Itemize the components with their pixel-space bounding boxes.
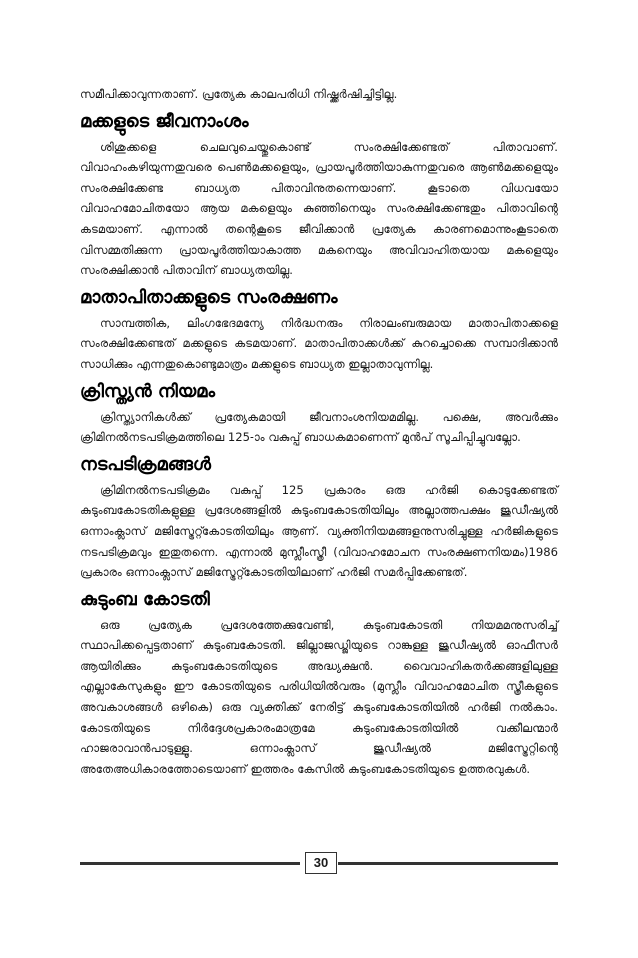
paragraph: സാമ്പത്തിക, ലിംഗഭേദമന്യേ നിർദ്ധനരും നിരാലംബരുമായ മാതാപിതാക്കളെ സംരക്ഷിക്കേണ്ടത് മക്കളുടെ കടമയാണ്. മാതാപിതാക്കൾക്ക് കുറച്ചൊക്കെ സമ്പാദിക്കാൻ സാധിക്കും എന്നതുകൊണ്ടുമാത്രം മക്കളുടെ ബാധ്യത ഇല്ലാതാവുന്നില്ല. xyxy=(80,315,558,371)
section-heading: മാതാപിതാക്കളുടെ സംരക്ഷണം xyxy=(80,286,338,308)
footer-rule-left xyxy=(80,862,300,865)
paragraph: സമീപിക്കാവുന്നതാണ്. പ്രത്യേക കാലപരിധി നിഷ്ക്കർഷിച്ചിട്ടില്ല. xyxy=(80,87,398,101)
page-footer xyxy=(80,852,558,874)
paragraph: ക്രിമിനൽനടപടിക്രമം വകുപ്പ് 125 പ്രകാരം ഒരു ഹർജി കൊടുക്കേണ്ടത് കുടുംബകോടതികളുള്ള പ്രദേശങ്ങളിൽ കുടുംബകോടതിയിലും അല്ലാത്തപക്ഷം ജുഡീഷ്യൽ ഒന്നാംക്ലാസ് മജിസ്ട്രേറ്റ്കോടതിയിലും ആണ്. വ്യക്തിനിയമങ്ങളനുസരിച്ചുള്ള ഹർജികളുടെ നടപടിക്രമവും ഇതുതന്നെ. എന്നാൽ മുസ്ലീംസ്ത്രീ (വിവാഹമോചന സംരക്ഷണനിയമം)1986 പ്രകാരം ഒന്നാംക്ലാസ് മജിസ്ട്രേറ്റ്കോടതിയിലാണ് ഹർജി സമർപ്പിക്കേണ്ടത്. xyxy=(80,482,558,580)
section-heading: നടപടിക്രമങ്ങൾ xyxy=(80,453,211,475)
paragraph: ക്രിസ്ത്യാനികൾക്ക് പ്രത്യേകമായി ജീവനാംശനിയമമില്ല. പക്ഷെ, അവർക്കും ക്രിമിനൽനടപടിക്രമത്തിലെ 125-ാം വകുപ്പ് ബാധകമാണെന്ന് മുൻപ് സൂചിപ്പിച്ചുവല്ലോ. xyxy=(80,409,558,445)
page-body xyxy=(80,84,558,779)
section-heading: ക്രിസ്ത്യൻ നിയമം xyxy=(80,380,216,402)
page-number: 30 xyxy=(305,852,337,874)
section-heading: മക്കളുടെ ജീവനാംശം xyxy=(80,110,249,132)
paragraph: ഒരു പ്രത്യേക പ്രദേശത്തേക്കുവേണ്ടി, കുടുംബകോടതി നിയമമനുസരിച്ച് സ്ഥാപിക്കപ്പെട്ടതാണ് കുടുംബകോടതി. ജില്ലാജഡ്ജിയുടെ റാങ്കുള്ള ജുഡീഷ്യൽ ഓഫീസർ ആയിരിക്കും കുടുംബകോടതിയുടെ അദ്ധ്യക്ഷൻ. വൈവാഹികതർക്കങ്ങളിലുള്ള എല്ലാകേസുകളും ഈ കോടതിയുടെ പരിധിയിൽവരും (മുസ്ലീം വിവാഹമോചിത സ്ത്രീകളുടെ അവകാശങ്ങൾ ഒഴികെ) ഒരു വ്യക്തിക്ക് നേരിട്ട് കുടുംബകോടതിയിൽ ഹർജി നൽകാം. കോടതിയുടെ നിർദ്ദേശപ്രകാരംമാത്രമേ കുടുംബകോടതിയിൽ വക്കീലന്മാർ ഹാജരാവാൻപാടുള്ളൂ. ഒന്നാംക്ലാസ് ജുഡീഷ്യൽ മജിസ്ട്രേറ്റിന്റെ അതേഅധികാരത്തോടെയാണ് ഇത്തരം കേസിൽ കുടുംബകോടതിയുടെ ഉത്തരവുകൾ. xyxy=(80,617,558,776)
paragraph: ശിശുക്കളെ ചെലവുചെയ്തുകൊണ്ട് സംരക്ഷിക്കേണ്ടത് പിതാവാണ്. വിവാഹംകഴിയുന്നതുവരെ പെൺമക്കളെയും, പ്രായപൂർത്തിയാകുന്നതുവരെ ആൺമക്കളെയും സംരക്ഷിക്കേണ്ട ബാധ്യത പിതാവിനുതന്നെയാണ്. കൂടാതെ വിധവയോ വിവാഹമോചിതയോ ആയ മകളെയും കുഞ്ഞിനെയും സംരക്ഷിക്കേണ്ടതും പിതാവിന്റെ കടമയാണ്. എന്നാൽ തന്റെകൂടെ ജീവിക്കാൻ പ്രത്യേക കാരണമൊന്നുംകൂടാതെ വിസമ്മതിക്കുന്ന പ്രായപൂർത്തിയാകാത്ത മകനെയും അവിവാഹിതയായ മകളെയും സംരക്ഷിക്കാൻ പിതാവിന് ബാധ്യതയില്ല. xyxy=(80,139,558,278)
section-heading: കുടുംബ കോടതി xyxy=(80,588,210,610)
footer-rule-right xyxy=(338,862,558,865)
